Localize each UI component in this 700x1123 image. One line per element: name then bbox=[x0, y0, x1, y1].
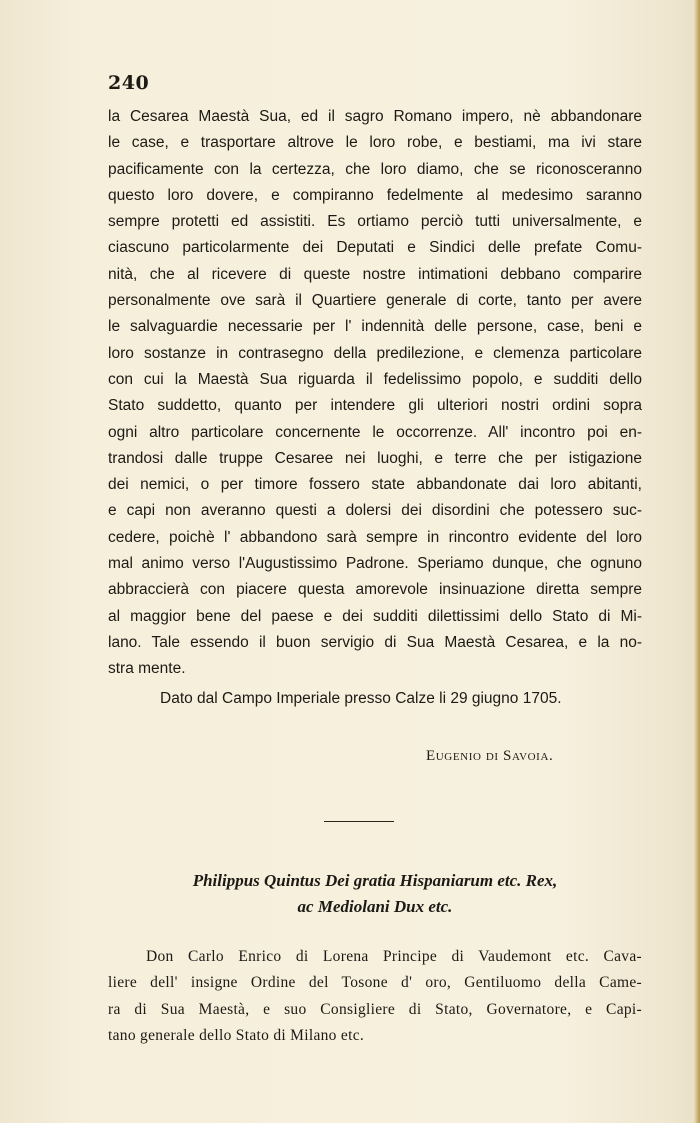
text-line: sempre protetti ed assistiti. Es ortiamo perciò tutti universalmente, e bbox=[108, 213, 642, 231]
preamble-text bbox=[108, 944, 642, 1049]
text-line: tano generale dello Stato di Milano etc. bbox=[108, 1026, 365, 1044]
text-line: pacificamente con la certezza, che loro diamo, che se riconosceranno bbox=[108, 160, 642, 178]
page-edge bbox=[694, 0, 700, 1123]
heading-line-1: Philippus Quintus Dei gratia Hispaniarum etc. Rex, bbox=[192, 871, 558, 890]
text-line: ogni altro particolare concernente le occorrenze. All' incontro poi en- bbox=[108, 423, 642, 441]
text-line: personalmente ove sarà il Quartiere generale di corte, tanto per avere bbox=[108, 292, 642, 310]
text-line: cedere, poichè l' abbandono sarà sempre in rincontro evidente del loro bbox=[108, 528, 642, 546]
text-line: la Cesarea Maestà Sua, ed il sagro Romano impero, nè abbandonare bbox=[108, 108, 642, 125]
text-line: Stato suddetto, quanto per intendere gli ulteriori nostri ordini sopra bbox=[108, 397, 642, 415]
heading-line-2: ac Mediolani Dux etc. bbox=[297, 897, 453, 916]
text-line: liere dell' insigne Ordine del Tosone d' oro, Gentiluomo della Came- bbox=[108, 974, 642, 992]
text-line: loro sostanze in contrasegno della predilezione, e clemenza particolare bbox=[108, 344, 642, 362]
text-line: con cui la Maestà Sua riguarda il fedelissimo popolo, e sudditi dello bbox=[108, 370, 642, 388]
text-line: dei nemici, o per timore fossero state abbandonate dai loro abitanti, bbox=[108, 476, 642, 494]
dateline: Dato dal Campo Imperiale presso Calze li 29 giugno 1705. bbox=[160, 690, 562, 707]
body-text bbox=[108, 104, 642, 683]
text-line: e capi non averanno questi a dolersi dei disordini che potessero suc- bbox=[108, 502, 642, 520]
section-heading bbox=[108, 868, 642, 920]
text-line: nità, che al ricevere di queste nostre intimationi debbano comparire bbox=[108, 265, 642, 283]
text-line: al maggior bene del paese e dei sudditi dilettissimi dello Stato di Mi- bbox=[108, 607, 642, 625]
text-line: ra di Sua Maestà, e suo Consigliere di Stato, Governatore, e Capi- bbox=[108, 1000, 642, 1018]
text-line: trandosi dalle truppe Cesaree nei luoghi, e terre che per istigazione bbox=[108, 449, 642, 467]
text-line: ciascuno particolarmente dei Deputati e Sindici delle prefate Comu- bbox=[108, 239, 642, 257]
text-line: abbraccierà con piacere questa amorevole insinuazione diretta sempre bbox=[108, 581, 642, 599]
text-line: lano. Tale essendo il buon servigio di Sua Maestà Cesarea, e la no- bbox=[108, 633, 642, 651]
text-line: questo loro dovere, e compiranno fedelmente al medesimo saranno bbox=[108, 186, 642, 204]
page-number: 240 bbox=[108, 72, 150, 94]
text-line: le salvaguardie necessarie per l' indennità delle persone, case, beni e bbox=[108, 318, 642, 336]
signature: Eugenio di Savoia. bbox=[426, 748, 554, 764]
section-divider bbox=[324, 821, 394, 822]
text-line: stra mente. bbox=[108, 660, 186, 678]
text-line: mal animo verso l'Augustissimo Padrone. Speriamo dunque, che ognuno bbox=[108, 555, 642, 573]
text-line: le case, e trasportare altrove le loro robe, e bestiami, ma ivi stare bbox=[108, 134, 642, 152]
text-line: Don Carlo Enrico di Lorena Principe di Vaudemont etc. Cava- bbox=[146, 948, 642, 965]
